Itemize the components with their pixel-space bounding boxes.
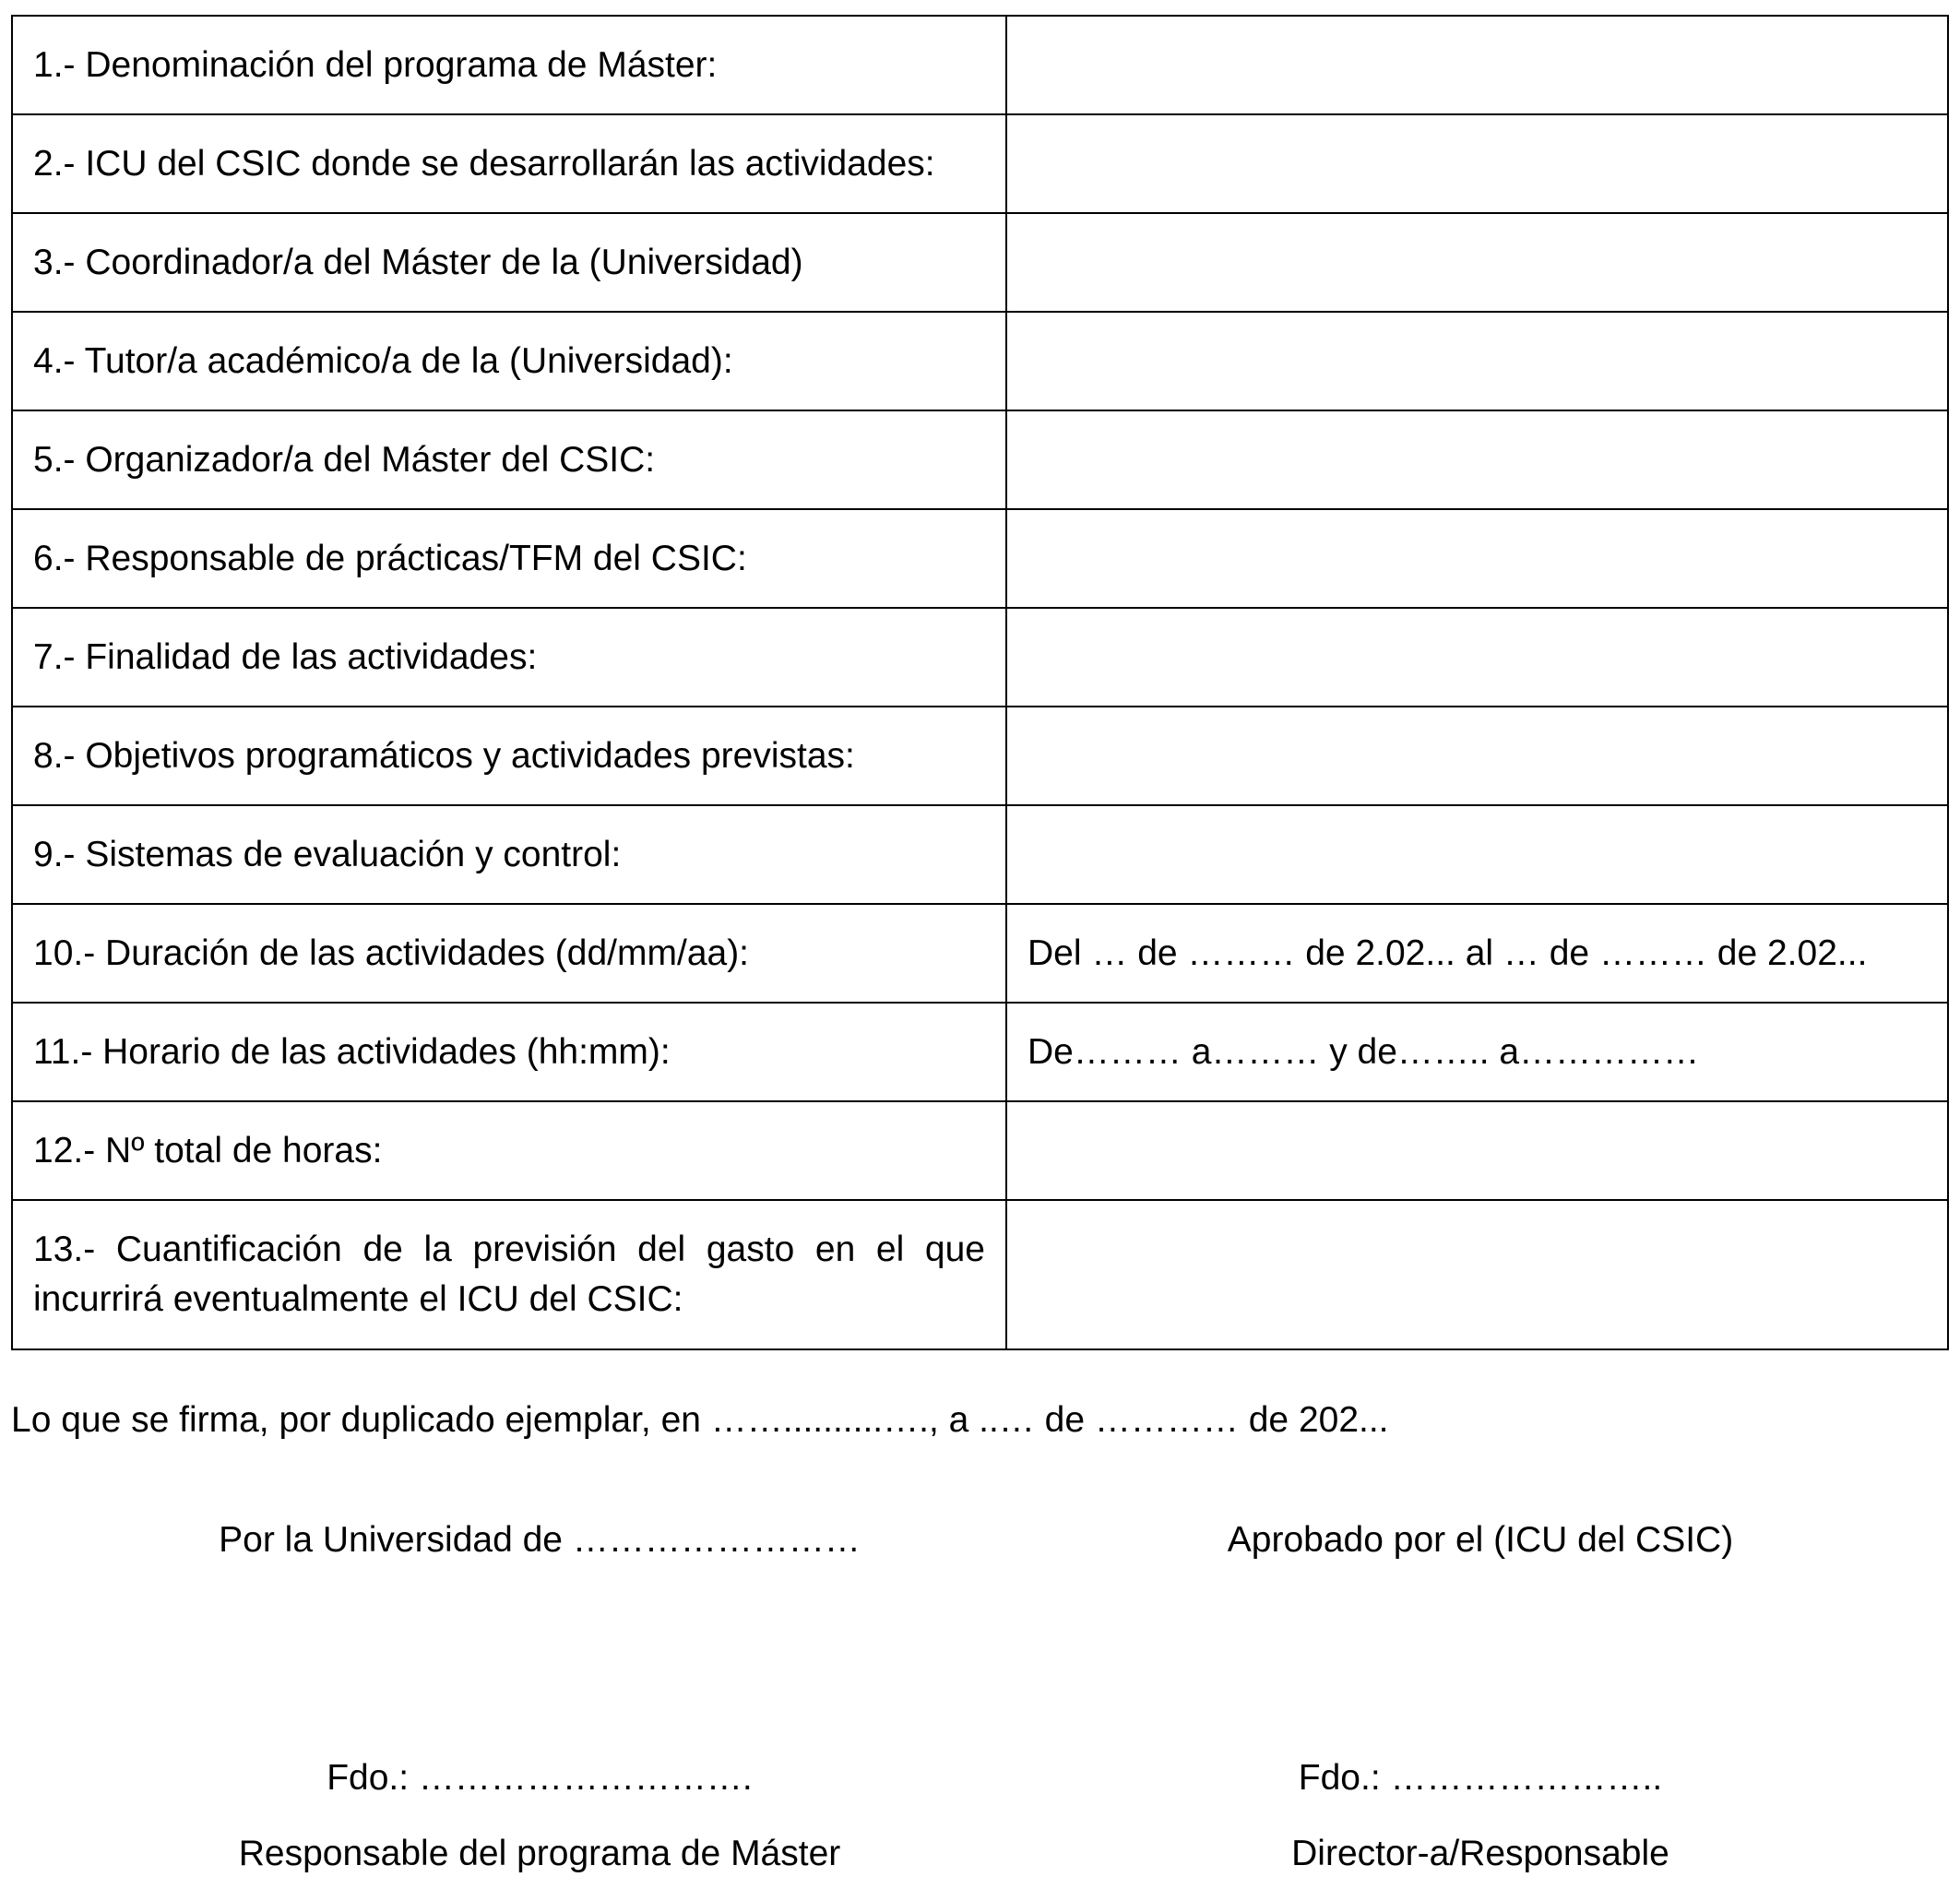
form-row-12	[12, 1101, 1948, 1200]
form-rows	[12, 16, 1948, 1349]
form-row-10	[12, 904, 1948, 1003]
row-9-value[interactable]	[1006, 805, 1948, 904]
form-row-5	[12, 410, 1948, 509]
row-3-label: 3.- Coordinador/a del Máster de la (Universidad)	[12, 213, 1006, 312]
row-6-value[interactable]	[1006, 509, 1948, 608]
csic-signature-line: Fdo.: …………………..	[1298, 1758, 1663, 1798]
form-row-3	[12, 213, 1948, 312]
row-13-value[interactable]	[1006, 1200, 1948, 1349]
row-4-label: 4.- Tutor/a académico/a de la (Universidad):	[12, 312, 1006, 410]
university-signature-heading: Por la Universidad de ……………………	[219, 1520, 861, 1560]
row-7-value[interactable]	[1006, 608, 1948, 707]
row-12-label: 12.- Nº total de horas:	[12, 1101, 1006, 1200]
row-5-label: 5.- Organizador/a del Máster del CSIC:	[12, 410, 1006, 509]
row-6-label: 6.- Responsable de prácticas/TFM del CSIC:	[12, 509, 1006, 608]
form-row-2	[12, 114, 1948, 213]
form-row-8	[12, 707, 1948, 805]
row-1-label: 1.- Denominación del programa de Máster:	[12, 16, 1006, 114]
form-row-4	[12, 312, 1948, 410]
form-row-6	[12, 509, 1948, 608]
form-row-9	[12, 805, 1948, 904]
form-row-1	[12, 16, 1948, 114]
csic-signer-role: Director-a/Responsable	[1291, 1834, 1669, 1873]
university-signature-line: Fdo.: ……………………….	[327, 1758, 753, 1798]
row-8-value[interactable]	[1006, 707, 1948, 805]
row-9-label: 9.- Sistemas de evaluación y control:	[12, 805, 1006, 904]
row-2-value[interactable]	[1006, 114, 1948, 213]
row-13-label: 13.- Cuantificación de la previsión del gasto en el que incurrirá eventualmente el ICU del CSIC:	[12, 1200, 1006, 1349]
row-11-label: 11.- Horario de las actividades (hh:mm):	[12, 1003, 1006, 1101]
row-12-value[interactable]	[1006, 1101, 1948, 1200]
row-5-value[interactable]	[1006, 410, 1948, 509]
row-3-value[interactable]	[1006, 213, 1948, 312]
row-2-label: 2.- ICU del CSIC donde se desarrollarán las actividades:	[12, 114, 1006, 213]
form-row-13	[12, 1200, 1948, 1349]
row-1-value[interactable]	[1006, 16, 1948, 114]
row-11-value[interactable]: De……… a……… y de…….. a……………	[1006, 1003, 1948, 1101]
activity-form-table	[11, 15, 1949, 1350]
row-7-label: 7.- Finalidad de las actividades:	[12, 608, 1006, 707]
row-10-label: 10.- Duración de las actividades (dd/mm/aa):	[12, 904, 1006, 1003]
csic-signature-heading: Aprobado por el (ICU del CSIC)	[1227, 1520, 1734, 1560]
university-signer-role: Responsable del programa de Máster	[238, 1834, 841, 1873]
row-10-value[interactable]: Del … de ……… de 2.02... al … de ……… de 2.02...	[1006, 904, 1948, 1003]
row-4-value[interactable]	[1006, 312, 1948, 410]
row-8-label: 8.- Objetivos programáticos y actividades previstas:	[12, 707, 1006, 805]
closing-statement: Lo que se firma, por duplicado ejemplar, en ……..........…., a ..… de ………… de 202...	[11, 1400, 1389, 1440]
form-row-7	[12, 608, 1948, 707]
form-row-11	[12, 1003, 1948, 1101]
